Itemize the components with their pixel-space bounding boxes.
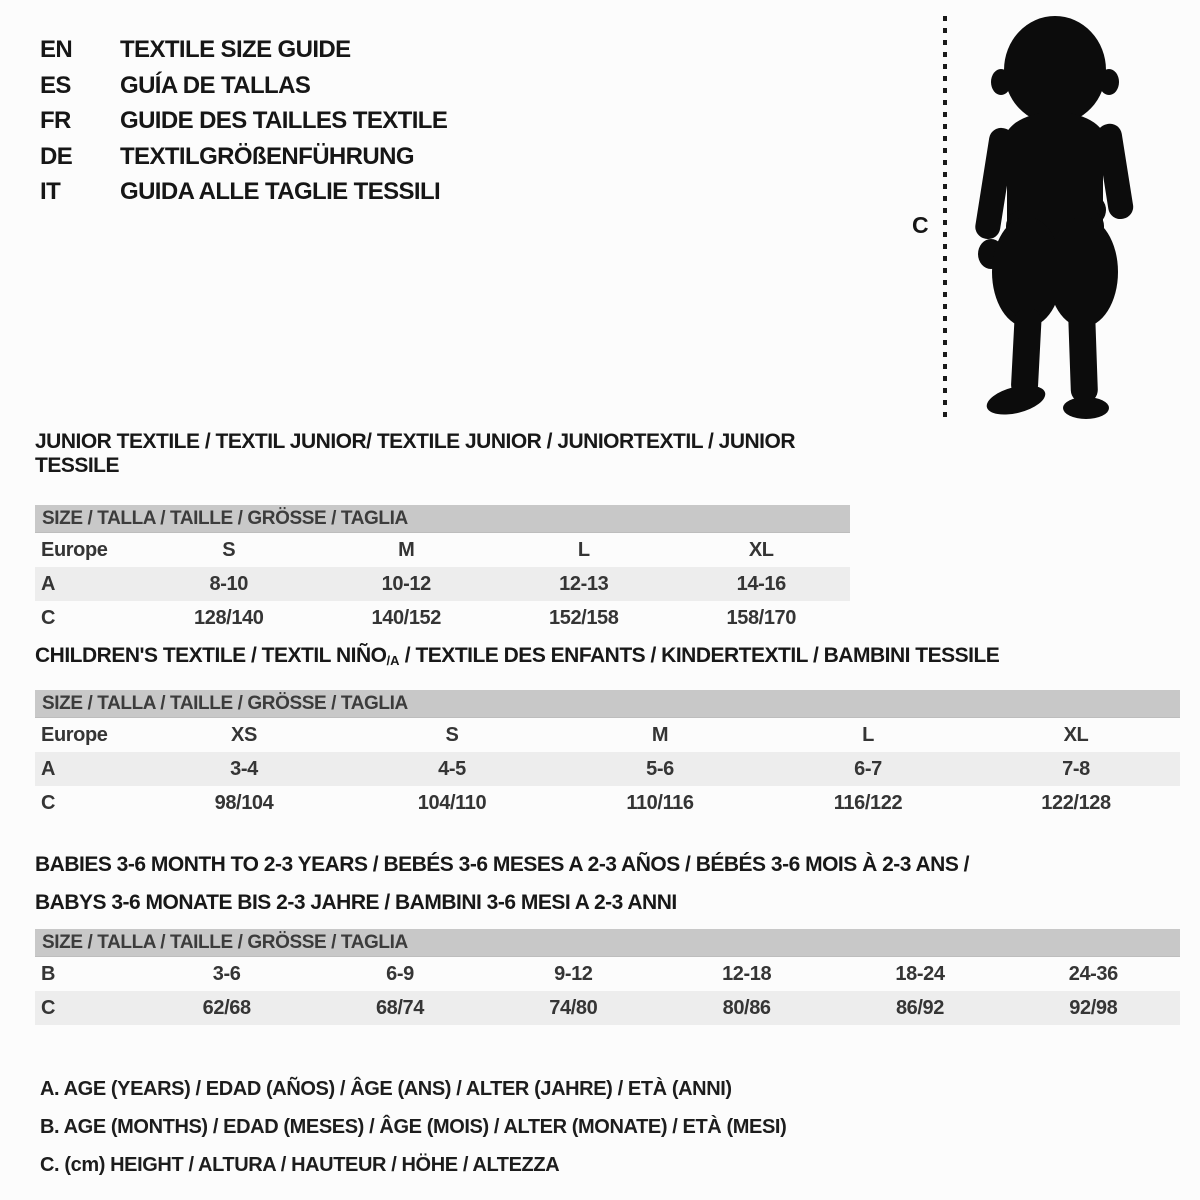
age-cell: 6-7 <box>854 757 882 780</box>
legend-line-age-years: A. AGE (YEARS) / EDAD (AÑOS) / ÂGE (ANS) / ALTER (JAHRE) / ETÀ (ANNI) <box>40 1078 732 1100</box>
row-label: C <box>41 606 56 629</box>
height-cell: 104/110 <box>417 791 487 814</box>
toddler-figure <box>890 6 1180 431</box>
table-row <box>35 601 850 635</box>
language-title-list <box>40 32 447 210</box>
height-cell: 98/104 <box>214 791 274 814</box>
table-row <box>35 533 850 567</box>
height-cell: 68/74 <box>375 996 425 1019</box>
age-cell: 7-8 <box>1062 757 1090 780</box>
children-heading-text: CHILDREN'S TEXTILE / TEXTIL NIÑO <box>35 644 387 667</box>
age-cell: 4-5 <box>438 757 466 780</box>
language-code: ES <box>40 71 71 99</box>
babies-section-heading-line2: BABYS 3-6 MONATE BIS 2-3 JAHRE / BAMBINI 3-6 MESI A 2-3 ANNI <box>35 891 677 914</box>
size-cell: XS <box>231 723 257 746</box>
legend-line-age-months: B. AGE (MONTHS) / EDAD (MESES) / ÂGE (MOIS) / ALTER (MONATE) / ETÀ (MESI) <box>40 1116 787 1138</box>
babies-section-heading-line1: BABIES 3-6 MONTH TO 2-3 YEARS / BEBÉS 3-6 MESES A 2-3 AÑOS / BÉBÉS 3-6 MOIS À 2-3 ANS / <box>35 853 970 876</box>
size-cell: L <box>577 538 590 561</box>
table-row <box>35 567 850 601</box>
row-label: B <box>41 962 56 985</box>
language-code: EN <box>40 36 73 63</box>
size-cell: M <box>651 723 669 746</box>
height-cell: 74/80 <box>549 996 598 1019</box>
children-heading-text: / TEXTILE DES ENFANTS / KINDERTEXTIL / BAMBINI TESSILE <box>399 644 1000 667</box>
age-cell: 8-10 <box>209 572 248 595</box>
age-cell: 5-6 <box>646 757 674 780</box>
age-cell: 6-9 <box>386 962 414 985</box>
age-cell: 12-13 <box>559 572 609 595</box>
size-cell: XL <box>1063 723 1089 746</box>
language-row <box>40 68 447 104</box>
height-cell: 110/116 <box>626 791 694 814</box>
age-cell: 9-12 <box>554 962 593 985</box>
table-row <box>35 957 1180 991</box>
height-cell: 86/92 <box>895 996 944 1019</box>
junior-size-header-bar: SIZE / TALLA / TAILLE / GRÖSSE / TAGLIA <box>35 505 850 533</box>
size-cell: M <box>398 538 415 561</box>
legend-line-height: C. (cm) HEIGHT / ALTURA / HAUTEUR / HÖHE / ALTEZZA <box>40 1154 560 1176</box>
height-measure-dashed-line <box>942 16 948 418</box>
size-cell: S <box>445 723 459 746</box>
height-cell: 80/86 <box>722 996 771 1019</box>
babies-textile-section <box>35 846 1180 1025</box>
language-row <box>40 139 447 175</box>
row-label: Europe <box>41 538 108 561</box>
height-cell: 140/152 <box>371 606 441 629</box>
row-label: A <box>41 572 56 595</box>
age-cell: 24-36 <box>1068 962 1118 985</box>
row-label: A <box>41 757 56 780</box>
row-label: Europe <box>41 723 108 746</box>
language-row <box>40 32 447 68</box>
size-cell: S <box>222 538 236 561</box>
guide-title: GUIDA ALLE TAGLIE TESSILI <box>120 178 441 205</box>
junior-section-heading: JUNIOR TEXTILE / TEXTIL JUNIOR/ TEXTILE JUNIOR / JUNIORTEXTIL / JUNIOR TESSILE <box>35 430 795 477</box>
children-heading-subscript: /A <box>386 653 400 668</box>
language-code: IT <box>40 178 61 205</box>
junior-textile-section <box>35 430 850 635</box>
height-cell: 122/128 <box>1041 791 1111 814</box>
children-section-heading <box>35 644 1180 670</box>
children-size-header-bar: SIZE / TALLA / TAILLE / GRÖSSE / TAGLIA <box>35 690 1180 718</box>
measure-legend <box>40 1070 786 1184</box>
row-label: C <box>41 791 56 814</box>
size-cell: L <box>862 723 874 746</box>
guide-title: TEXTILE SIZE GUIDE <box>120 36 351 63</box>
height-cell: 152/158 <box>549 606 619 629</box>
height-cell: 116/122 <box>833 791 903 814</box>
height-cell: 158/170 <box>726 606 796 629</box>
height-cell: 128/140 <box>194 606 264 629</box>
age-cell: 14-16 <box>736 572 786 595</box>
height-cell: 62/68 <box>202 996 251 1019</box>
height-measure-label: C <box>912 212 929 238</box>
age-cell: 10-12 <box>381 572 431 595</box>
language-code: DE <box>40 142 73 170</box>
table-row <box>35 991 1180 1025</box>
toddler-silhouette-icon <box>964 10 1146 422</box>
children-textile-section <box>35 644 1180 820</box>
height-cell: 92/98 <box>1069 996 1118 1019</box>
age-cell: 18-24 <box>895 962 945 985</box>
table-row <box>35 752 1180 786</box>
guide-title: TEXTILGRÖßENFÜHRUNG <box>120 142 414 170</box>
age-cell: 3-6 <box>212 962 241 985</box>
guide-title: GUÍA DE TALLAS <box>120 71 311 99</box>
babies-size-header-bar: SIZE / TALLA / TAILLE / GRÖSSE / TAGLIA <box>35 929 1180 957</box>
guide-title: GUIDE DES TAILLES TEXTILE <box>120 107 448 134</box>
age-cell: 12-18 <box>722 962 772 985</box>
age-cell: 3-4 <box>230 757 258 780</box>
table-row <box>35 718 1180 752</box>
language-code: FR <box>40 107 71 134</box>
language-row <box>40 103 447 139</box>
size-cell: XL <box>748 538 774 561</box>
table-row <box>35 786 1180 820</box>
row-label: C <box>41 996 56 1019</box>
language-row <box>40 174 447 210</box>
